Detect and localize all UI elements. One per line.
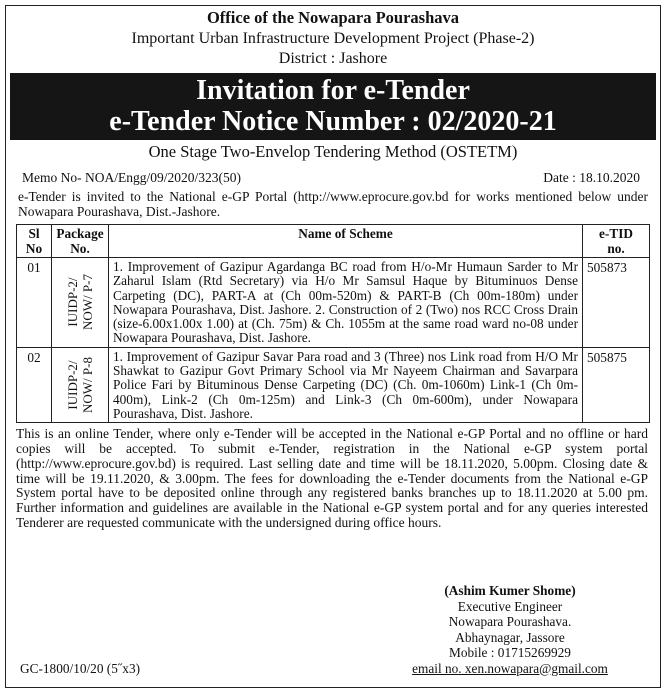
row-package [52,347,109,422]
tender-notice [5,5,661,688]
header-scheme: Name of Scheme [109,225,583,258]
package-line-1: IUIDP-2/ [65,360,80,410]
signatory-email: email no. xen.nowapara@gmail.com [412,660,608,676]
tender-method: One Stage Two-Envelop Tendering Method (OSTETM) [148,142,518,161]
district-title: District : Jashore [278,50,388,67]
table-header-row [17,225,650,258]
banner-line-2: e-Tender Notice Number : 02/2020-21 [109,106,557,137]
signatory-mobile: Mobile : 01715269929 [449,645,571,660]
signatory-title: Executive Engineer [457,598,563,614]
footer-code: GC-1800/10/20 (5˝x3) [20,661,141,676]
signature-block [410,583,610,676]
row-sl: 01 [17,258,52,348]
signatory-address: Abhaynagar, Jassore [455,629,565,645]
header-tid-label: e-TID no. [599,226,633,256]
tender-banner [10,73,656,140]
header-sl-label: Sl No [25,226,43,256]
tender-conditions: This is an online Tender, where only e-Tender will be accepted in the National e-GP Portal and no offline or hard copies will be accepted. To submit e-Tender, registration in the National e-GP system portal (http://www.eprocure.gov.bd) is required. Last selling date and time will be 18.11.2020, 5.00pm. Closing date & time will be 19.11.2020, & 3.00pm. The fees for downloading the e-Tender documents from the National e-GP System portal have to be deposited online through any registered banks branches up to 18.11.2020 at 5.00 pm. Further information and guidelines are available in the National e-GP system portal and for any queries interested Tenderer are requested communicate with the undersigned during office hours. [16,426,648,531]
package-line-2: NOW/ P-8 [80,357,95,413]
row-scheme: 1. Improvement of Gazipur Savar Para road and 3 (Three) nos Link road from H/O Mr Shawkat to Gazipur Govt Primary School via Mr Nayeem Chairman and Savarpara Police Fari by Bituminous Dense Carpeting (DC) (Ch. 0m-1060m) Link-1 (Ch 0m-400m), Link-2 (Ch 0m-125m) and Link-3 (Ch 0m-600m), under Nowapara Pourashava, Dist. Jashore. [109,347,583,422]
table-row [17,347,650,422]
package-rotated [65,357,95,413]
memo-number: Memo No- NOA/Engg/09/2020/323(50) [22,170,241,185]
signatory-office: Nowapara Pourashava. [448,614,572,629]
header-package-label: Package No. [56,226,104,256]
memo-row [6,169,660,186]
row-tid: 505875 [583,347,650,422]
signatory-name: (Ashim Kumer Shome) [444,583,576,598]
memo-date: Date : 18.10.2020 [543,170,640,185]
intro-text: e-Tender is invited to the National e-GP Portal (http://www.eprocure.gov.bd for works mentioned below under Nowapara Pourashava, Dist.-Jashore. [18,189,648,219]
project-title: Important Urban Infrastructure Development Project (Phase-2) [131,30,535,47]
row-package [52,258,109,348]
table-row [17,258,650,348]
office-title: Office of the Nowapara Pourashava [206,8,460,27]
row-tid: 505873 [583,258,650,348]
row-scheme: 1. Improvement of Gazipur Agardanga BC road from H/o-Mr Humaun Sarder to Mr Zaharul Islam (Rtd Secretary) via H/o Mr Samsul Haque by Bituminuos Dense Carpeting (DC), PART-A at (Ch 00m-520m) & PART-B (Ch 00m-180m) under Nowapara Pourashava, Dist. Jashore. 2. Construction of 2 (Two) nos RCC Cross Drain (size-6.00x1.00x 1.00) at (Ch. 75m) & Ch. 1055m at the same road ward no-08 under Nowapara Pourashava, Dist. Jashore. [109,258,583,348]
package-line-2: NOW/ P-7 [80,274,95,331]
banner-line-1: Invitation for e-Tender [196,75,470,106]
tender-table [16,224,650,423]
header-package [52,225,109,258]
row-sl: 02 [17,347,52,422]
package-line-1: IUIDP-2/ [65,277,80,327]
header-tid [583,225,650,258]
header-sl [17,225,52,258]
package-rotated [65,274,95,330]
